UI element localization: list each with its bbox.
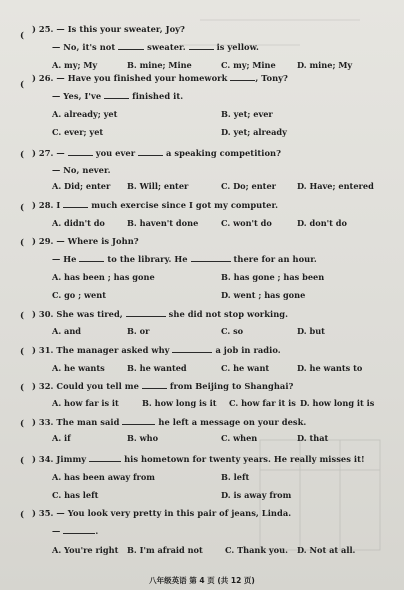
fill-blank[interactable] [142, 381, 167, 389]
question-stem: ) 33. The man said he left a message on your desk. [32, 417, 307, 427]
answer-paren: ( [20, 383, 25, 393]
question-stem: ) 34. Jimmy his hometown for twenty years. He really misses it! [32, 454, 365, 464]
fill-blank[interactable] [191, 254, 231, 262]
option-c[interactable]: C. so [221, 326, 244, 336]
question-stem: ) 27. — you ever a speaking competition? [32, 148, 282, 158]
fill-blank[interactable] [122, 417, 155, 425]
option-b[interactable]: B. yet; ever [221, 109, 273, 119]
answer-paren: ( [20, 347, 25, 357]
fill-blank[interactable] [63, 526, 95, 534]
option-b[interactable]: B. haven't done [127, 218, 199, 228]
option-a[interactable]: A. already; yet [52, 109, 118, 119]
question-stem: ) 26. — Have you finished your homework , Tony? [32, 73, 288, 83]
answer-paren: ( [20, 203, 25, 213]
answer-paren: ( [20, 510, 25, 520]
option-a[interactable]: A. Did; enter [52, 181, 111, 191]
fill-blank[interactable] [189, 42, 214, 50]
option-c[interactable]: C. Do; enter [221, 181, 276, 191]
question-stem: ) 35. — You look very pretty in this pair of jeans, Linda. [32, 508, 292, 518]
option-d[interactable]: D. is away from [221, 490, 292, 500]
option-a[interactable]: A. how far is it [52, 398, 119, 408]
fill-blank[interactable] [68, 148, 93, 156]
option-b[interactable]: B. left [221, 472, 250, 482]
option-d[interactable]: D. that [297, 433, 329, 443]
answer-paren: ( [20, 80, 25, 90]
page-footer: 八年级英语 第 4 页 (共 12 页) [149, 576, 255, 585]
question-stem-line2: — No, never. [52, 165, 111, 175]
fill-blank[interactable] [63, 200, 88, 208]
fill-blank[interactable] [138, 148, 163, 156]
option-c[interactable]: C. has left [52, 490, 99, 500]
fill-blank[interactable] [79, 254, 104, 262]
option-c[interactable]: C. Thank you. [225, 545, 288, 555]
option-d[interactable]: D. but [297, 326, 325, 336]
option-d[interactable]: D. he wants to [297, 363, 363, 373]
option-b[interactable]: B. who [127, 433, 159, 443]
question-stem-line2: — He to the library. He there for an hour. [52, 254, 317, 264]
option-a[interactable]: A. my; My [52, 60, 98, 70]
option-a[interactable]: A. didn't do [52, 218, 105, 228]
option-a[interactable]: A. he wants [52, 363, 105, 373]
option-c[interactable]: C. won't do [221, 218, 272, 228]
answer-paren: ( [20, 31, 25, 41]
question-stem-line2: — Yes, I've finished it. [52, 91, 184, 101]
fill-blank[interactable] [104, 91, 129, 99]
fill-blank[interactable] [230, 73, 255, 81]
option-a[interactable]: A. if [52, 433, 71, 443]
fill-blank[interactable] [89, 454, 121, 462]
option-d[interactable]: D. mine; My [297, 60, 353, 70]
option-a[interactable]: A. You're right [52, 545, 119, 555]
option-b[interactable]: B. I'm afraid not [127, 545, 203, 555]
question-stem: ) 28. I much exercise since I got my computer. [32, 200, 279, 210]
option-b[interactable]: B. Will; enter [127, 181, 189, 191]
option-a[interactable]: A. and [52, 326, 82, 336]
question-stem-line2: — No, it's not sweater. is yellow. [52, 42, 259, 52]
answer-paren: ( [20, 419, 25, 429]
fill-blank[interactable] [118, 42, 144, 50]
option-c[interactable]: C. my; Mine [221, 60, 276, 70]
option-c[interactable]: C. go ; went [52, 290, 106, 300]
answer-paren: ( [20, 150, 25, 160]
option-d[interactable]: D. how long it is [300, 398, 375, 408]
question-stem: ) 29. — Where is John? [32, 236, 139, 246]
question-stem: ) 31. The manager asked why a job in radio. [32, 345, 281, 355]
answer-paren: ( [20, 238, 25, 248]
question-stem: ) 30. She was tired, she did not stop working. [32, 309, 289, 319]
option-c[interactable]: C. how far it is [229, 398, 296, 408]
option-d[interactable]: D. Have; entered [297, 181, 374, 191]
option-b[interactable]: B. how long is it [142, 398, 217, 408]
answer-paren: ( [20, 311, 25, 321]
option-d[interactable]: D. went ; has gone [221, 290, 306, 300]
question-stem: ) 25. — Is this your sweater, Joy? [32, 24, 185, 34]
fill-blank[interactable] [172, 345, 212, 353]
option-b[interactable]: B. mine; Mine [127, 60, 192, 70]
option-b[interactable]: B. or [127, 326, 150, 336]
answer-paren: ( [20, 456, 25, 466]
option-c[interactable]: C. when [221, 433, 258, 443]
fill-blank[interactable] [126, 309, 166, 317]
option-b[interactable]: B. has gone ; has been [221, 272, 325, 282]
option-a[interactable]: A. has been away from [52, 472, 155, 482]
option-d[interactable]: D. yet; already [221, 127, 287, 137]
option-b[interactable]: B. he wanted [127, 363, 187, 373]
question-stem-line2: — . [52, 526, 99, 536]
option-d[interactable]: D. don't do [297, 218, 347, 228]
option-d[interactable]: D. Not at all. [297, 545, 356, 555]
option-c[interactable]: C. he want [221, 363, 270, 373]
option-c[interactable]: C. ever; yet [52, 127, 104, 137]
question-stem: ) 32. Could you tell me from Beijing to Shanghai? [32, 381, 294, 391]
option-a[interactable]: A. has been ; has gone [52, 272, 155, 282]
